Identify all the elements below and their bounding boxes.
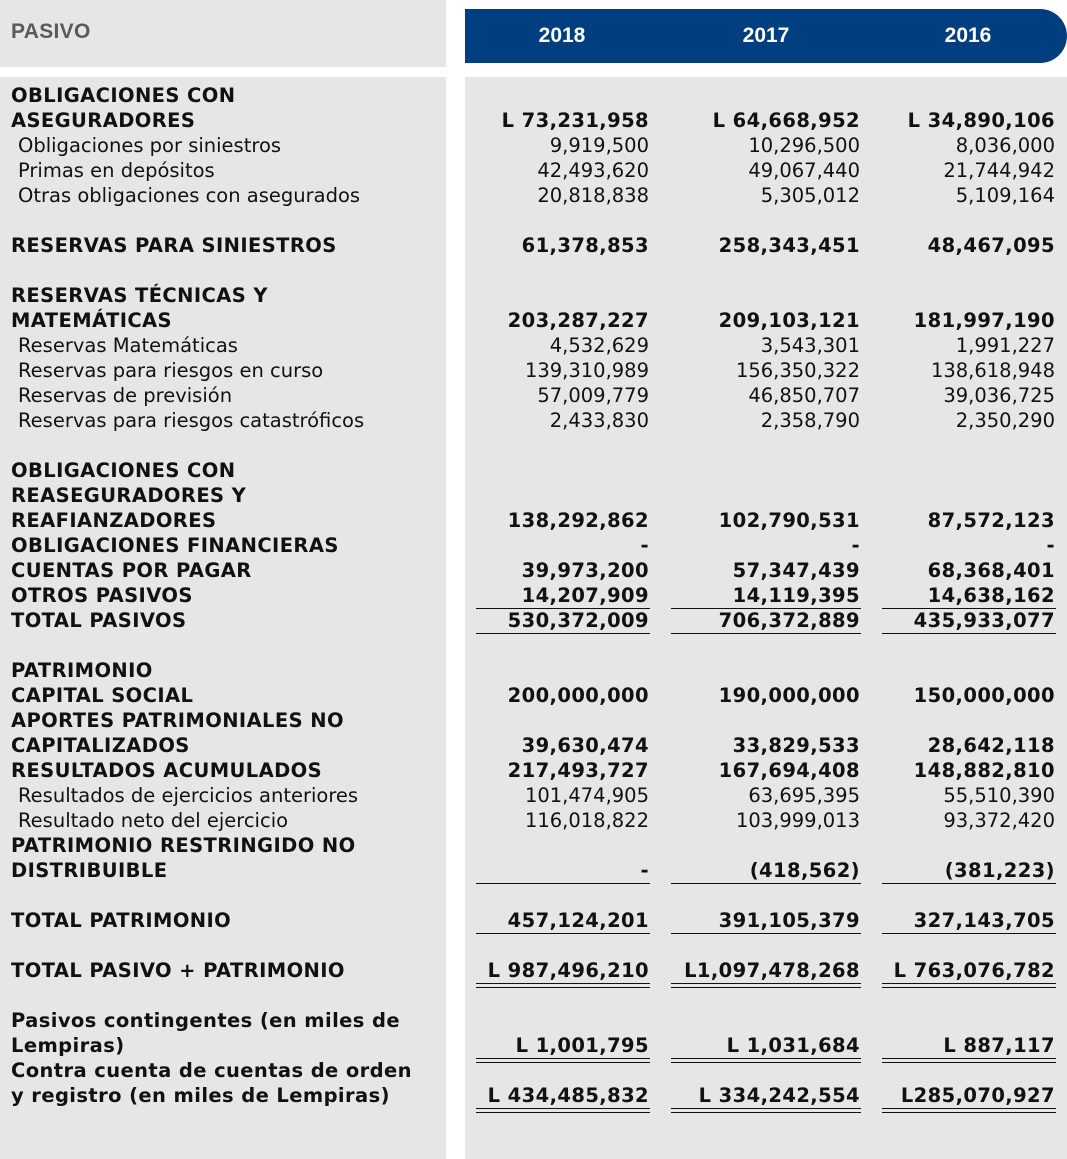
value-2016: 39,036,725	[943, 384, 1055, 407]
value-2016: 138,618,948	[930, 359, 1055, 382]
value-2018: 203,287,227	[507, 309, 649, 332]
row-label: MATEMÁTICAS	[11, 309, 172, 332]
spacer-row	[0, 983, 1067, 1008]
table-row	[0, 608, 1067, 633]
value-2016: 48,467,095	[927, 234, 1055, 257]
value-2018: 4,532,629	[549, 334, 649, 357]
year-header-2016: 2016	[944, 24, 992, 47]
table-row	[0, 333, 1067, 358]
value-2018: 2,433,830	[549, 409, 649, 432]
spacer-row	[0, 258, 1067, 283]
value-2017: 49,067,440	[748, 159, 860, 182]
table-row	[0, 583, 1067, 608]
value-2018: 200,000,000	[507, 684, 649, 707]
value-2018: 42,493,620	[537, 159, 649, 182]
value-2018: -	[640, 859, 649, 882]
value-2016: 2,350,290	[955, 409, 1055, 432]
value-2017: 5,305,012	[760, 184, 860, 207]
value-2017: 258,343,451	[718, 234, 860, 257]
table-row	[0, 1033, 1067, 1058]
row-label: Contra cuenta de cuentas de orden	[11, 1059, 412, 1082]
table-row	[0, 458, 1067, 483]
table-row	[0, 483, 1067, 508]
value-2018: 57,009,779	[537, 384, 649, 407]
underline-rule	[671, 1108, 861, 1109]
value-2018: L 434,485,832	[487, 1084, 649, 1107]
value-2017: 391,105,379	[718, 909, 860, 932]
value-2018: 457,124,201	[507, 909, 649, 932]
value-2017: 209,103,121	[718, 309, 860, 332]
value-2016: 435,933,077	[913, 609, 1055, 632]
value-2017: 167,694,408	[718, 759, 860, 782]
row-label: Otras obligaciones con asegurados	[18, 184, 361, 207]
row-label: Resultado neto del ejercicio	[18, 809, 289, 832]
table-row	[0, 108, 1067, 133]
table-row	[0, 133, 1067, 158]
value-2017: (418,562)	[749, 859, 860, 882]
table-row	[0, 683, 1067, 708]
value-2017: 46,850,707	[748, 384, 860, 407]
table-row	[0, 183, 1067, 208]
value-2016: 327,143,705	[913, 909, 1055, 932]
value-2017: L1,097,478,268	[684, 959, 860, 982]
table-row	[0, 733, 1067, 758]
row-label: PATRIMONIO RESTRINGIDO NO	[11, 834, 356, 857]
value-2016: 93,372,420	[943, 809, 1055, 832]
value-2017: 3,543,301	[760, 334, 860, 357]
value-2018: 530,372,009	[507, 609, 649, 632]
value-2018: 138,292,862	[507, 509, 649, 532]
table-row	[0, 758, 1067, 783]
row-label: CAPITALIZADOS	[11, 734, 190, 757]
table-row	[0, 858, 1067, 883]
row-label: Primas en depósitos	[18, 159, 215, 182]
table-row	[0, 408, 1067, 433]
value-2016: L 763,076,782	[893, 959, 1055, 982]
value-2016: 181,997,190	[913, 309, 1055, 332]
row-label: CAPITAL SOCIAL	[11, 684, 194, 707]
row-label: Reservas para riesgos catastróficos	[18, 409, 365, 432]
year-header-2018: 2018	[538, 24, 586, 47]
value-2018: 217,493,727	[507, 759, 649, 782]
value-2016: 8,036,000	[955, 134, 1055, 157]
row-label: REAFIANZADORES	[11, 509, 217, 532]
value-2017: 14,119,395	[732, 584, 860, 607]
table-row	[0, 908, 1067, 933]
value-2018: 20,818,838	[537, 184, 649, 207]
row-label: OTROS PASIVOS	[11, 584, 193, 607]
row-label: TOTAL PASIVO + PATRIMONIO	[11, 959, 345, 982]
row-label: TOTAL PATRIMONIO	[11, 909, 232, 932]
value-2016: 148,882,810	[913, 759, 1055, 782]
value-2017: 57,347,439	[732, 559, 860, 582]
row-label: Resultados de ejercicios anteriores	[18, 784, 359, 807]
spacer-row	[0, 633, 1067, 658]
row-label: PATRIMONIO	[11, 659, 153, 682]
value-2018: 39,973,200	[521, 559, 649, 582]
value-2016: 55,510,390	[943, 784, 1055, 807]
table-row	[0, 1083, 1067, 1108]
row-label: Reservas Matemáticas	[18, 334, 238, 357]
row-label: Pasivos contingentes (en miles de	[11, 1009, 400, 1032]
value-2017: -	[851, 534, 860, 557]
value-2017: L 334,242,554	[698, 1084, 860, 1107]
underline-rule	[476, 1108, 650, 1109]
row-label: REASEGURADORES Y	[11, 484, 247, 507]
underline-rule	[882, 1112, 1056, 1113]
row-label: RESERVAS TÉCNICAS Y	[11, 284, 268, 307]
balance-table	[0, 83, 1067, 1108]
value-2017: L 64,668,952	[712, 109, 860, 132]
table-row	[0, 1058, 1067, 1083]
value-2017: 190,000,000	[718, 684, 860, 707]
table-row	[0, 833, 1067, 858]
value-2018: 139,310,989	[524, 359, 649, 382]
row-label: ASEGURADORES	[11, 109, 196, 132]
table-row	[0, 158, 1067, 183]
row-label: Obligaciones por siniestros	[18, 134, 282, 157]
value-2017: 156,350,322	[735, 359, 860, 382]
table-row	[0, 233, 1067, 258]
value-2017: 103,999,013	[735, 809, 860, 832]
value-2018: L 1,001,795	[515, 1034, 649, 1057]
value-2016: 68,368,401	[927, 559, 1055, 582]
value-2016: 5,109,164	[955, 184, 1055, 207]
value-2016: 1,991,227	[955, 334, 1055, 357]
row-label: OBLIGACIONES FINANCIERAS	[11, 534, 339, 557]
value-2018: 101,474,905	[524, 784, 649, 807]
value-2018: 14,207,909	[521, 584, 649, 607]
spacer-row	[0, 933, 1067, 958]
row-label: Reservas de previsión	[18, 384, 233, 407]
page-title: PASIVO	[11, 20, 91, 43]
value-2017: 102,790,531	[718, 509, 860, 532]
value-2018: L 73,231,958	[501, 109, 649, 132]
value-2017: 10,296,500	[748, 134, 860, 157]
value-2016: (381,223)	[944, 859, 1055, 882]
value-2018: 61,378,853	[521, 234, 649, 257]
value-2018: L 987,496,210	[487, 959, 649, 982]
spacer-row	[0, 883, 1067, 908]
table-row	[0, 508, 1067, 533]
underline-rule	[671, 1112, 861, 1113]
value-2017: 706,372,889	[718, 609, 860, 632]
value-2016: L 34,890,106	[907, 109, 1055, 132]
row-label: CUENTAS POR PAGAR	[11, 559, 252, 582]
row-label: OBLIGACIONES CON	[11, 84, 236, 107]
value-2016: 21,744,942	[943, 159, 1055, 182]
value-2016: L 887,117	[943, 1034, 1055, 1057]
value-2016: 28,642,118	[927, 734, 1055, 757]
year-header-2017: 2017	[742, 24, 790, 47]
underline-rule	[882, 1108, 1056, 1109]
row-label: OBLIGACIONES CON	[11, 459, 236, 482]
table-row	[0, 958, 1067, 983]
value-2016: 150,000,000	[913, 684, 1055, 707]
row-label: RESERVAS PARA SINIESTROS	[11, 234, 337, 257]
value-2018: 39,630,474	[521, 734, 649, 757]
table-row	[0, 783, 1067, 808]
row-label: y registro (en miles de Lempiras)	[11, 1084, 390, 1107]
value-2018: 9,919,500	[549, 134, 649, 157]
value-2016: -	[1046, 534, 1055, 557]
table-row	[0, 83, 1067, 108]
spacer-row	[0, 208, 1067, 233]
row-label: RESULTADOS ACUMULADOS	[11, 759, 323, 782]
table-row	[0, 808, 1067, 833]
underline-rule	[476, 1112, 650, 1113]
value-2016: L285,070,927	[900, 1084, 1055, 1107]
row-label: APORTES PATRIMONIALES NO	[11, 709, 344, 732]
table-row	[0, 658, 1067, 683]
value-2017: 2,358,790	[760, 409, 860, 432]
value-2017: L 1,031,684	[726, 1034, 860, 1057]
row-label: DISTRIBUIBLE	[11, 859, 168, 882]
row-label: Reservas para riesgos en curso	[18, 359, 324, 382]
value-2018: 116,018,822	[524, 809, 649, 832]
table-row	[0, 1008, 1067, 1033]
value-2018: -	[640, 534, 649, 557]
value-2016: 14,638,162	[927, 584, 1055, 607]
value-2017: 63,695,395	[748, 784, 860, 807]
table-row	[0, 533, 1067, 558]
value-2017: 33,829,533	[732, 734, 860, 757]
spacer-row	[0, 433, 1067, 458]
table-row	[0, 383, 1067, 408]
row-label: TOTAL PASIVOS	[11, 609, 187, 632]
table-row	[0, 283, 1067, 308]
row-label: Lempiras)	[11, 1034, 125, 1057]
table-row	[0, 558, 1067, 583]
table-row	[0, 308, 1067, 333]
table-row	[0, 358, 1067, 383]
value-2016: 87,572,123	[927, 509, 1055, 532]
table-row	[0, 708, 1067, 733]
